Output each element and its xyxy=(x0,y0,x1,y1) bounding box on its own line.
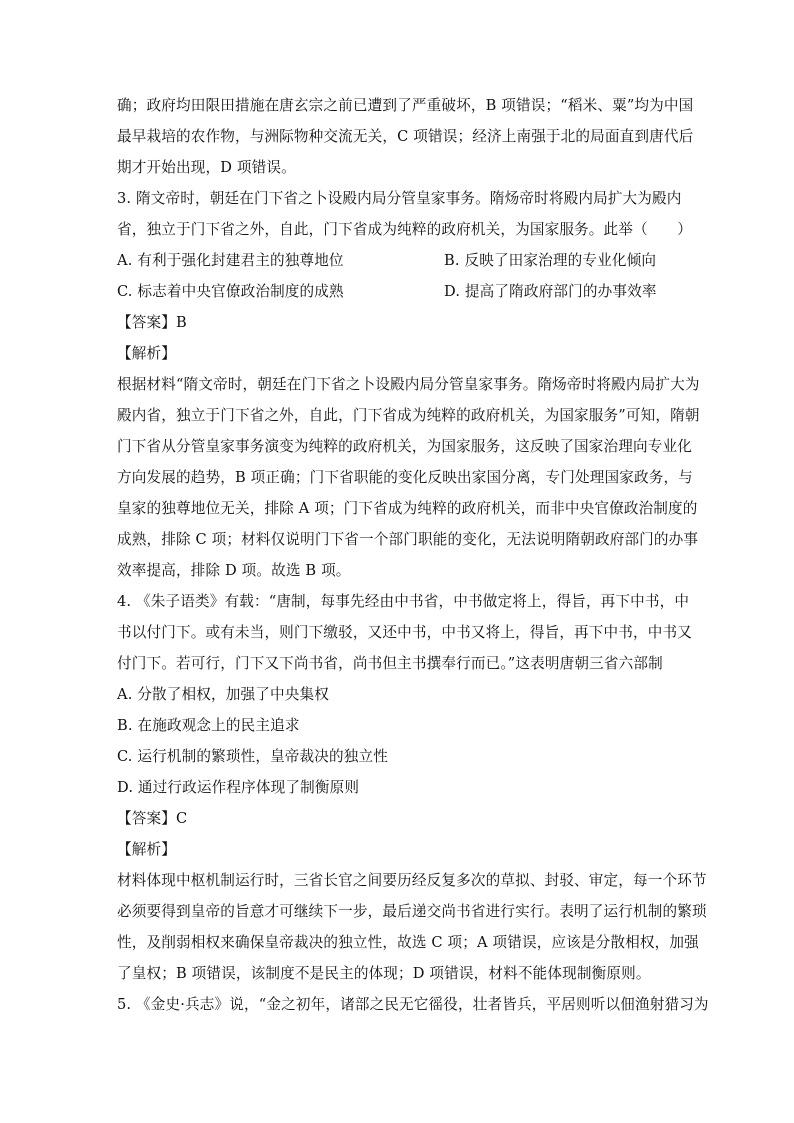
text-line: 期才开始出现，D 项错误。 xyxy=(117,159,296,176)
option-c: C. 运行机制的繁琐性，皇帝裁决的独立性 xyxy=(117,748,389,765)
option-a: A. 有利于强化封建君主的独尊地位 xyxy=(117,252,344,269)
option-d: D. 通过行政运作程序体现了制衡原则 xyxy=(117,779,360,796)
text-line: 确；政府均田限田措施在唐玄宗之前已遭到了严重破坏，B 项错误；“稻米、粟”均为中国 xyxy=(117,97,694,114)
text-line: 效率提高，排除 D 项。故选 B 项。 xyxy=(117,562,351,579)
text-line: 了皇权；B 项错误，该制度不是民主的体现；D 项错误，材料不能体现制衡原则。 xyxy=(117,965,651,982)
text-line: 材料体现中枢机制运行时，三省长官之间要历经反复多次的草拟、封驳、审定，每一个环节 xyxy=(117,872,707,889)
text-line: 性，及削弱相权来确保皇帝裁决的独立性，故选 C 项；A 项错误，应该是分散相权，加强 xyxy=(117,934,699,951)
text-line: 根据材料“隋文帝时，朝廷在门下省之卜设殿内局分管皇家事务。隋炀帝时将殿内局扩大为 xyxy=(117,376,700,393)
answer-label: 【答案】C xyxy=(117,810,188,827)
question-4-stem: 4. 《朱子语类》有载：“唐制，每事先经由中书省，中书做定将上，得旨，再下中书，中 xyxy=(117,593,690,610)
option-b: B. 反映了田家治理的专业化倾向 xyxy=(444,252,657,269)
text-line: 殿内省，独立于门下省之外，自此，门下省成为纯粹的政府机关，为国家服务”可知，隋朝 xyxy=(117,407,700,424)
analysis-label: 【解析】 xyxy=(117,345,176,362)
analysis-label: 【解析】 xyxy=(117,841,176,858)
text-line: 成熟，排除 C 项；材料仅说明门下省一个部门职能的变化，无法说明隋朝政府部门的办事 xyxy=(117,531,699,548)
answer-label: 【答案】B xyxy=(117,314,187,331)
option-a: A. 分散了相权，加强了中央集权 xyxy=(117,686,329,703)
option-d: D. 提高了隋政府部门的办事效率 xyxy=(444,283,657,300)
text-line: 皇家的独尊地位无关，排除 A 项；门下省成为纯粹的政府机关，而非中央官僚政治制度的 xyxy=(117,500,698,517)
text-line: 最早栽培的农作物，与洲际物种交流无关，C 项错误；经济上南强于北的局面直到唐代后 xyxy=(117,128,694,145)
text-line: 门下省从分管皇家事务演变为纯粹的政府机关，为国家服务，这反映了国家治理向专业化 xyxy=(117,438,693,455)
question-3-stem: 省，独立于门下省之外，自此，门下省成为纯粹的政府机关，为国家服务。此举（ ） xyxy=(117,221,693,238)
question-4-stem: 书以付门下。或有未当，则门下缴驳，又还中书，中书又将上，得旨，再下中书，中书又 xyxy=(117,624,693,641)
text-line: 必须要得到皇帝的旨意才可继续下一步，最后递交尚书省进行实行。表明了运行机制的繁琐 xyxy=(117,903,707,920)
option-b: B. 在施政观念上的民主追求 xyxy=(117,717,300,734)
option-c: C. 标志着中央官僚政治制度的成熟 xyxy=(117,283,344,300)
question-5-stem: 5. 《金史·兵志》说，“金之初年，诸部之民无它徭役，壮者皆兵，平居则听以佃渔射猎习为 xyxy=(117,996,709,1013)
text-line: 方向发展的趋势，B 项正确；门下省职能的变化反映出家国分离，专门处理国家政务，与 xyxy=(117,469,693,486)
question-3-stem: 3. 隋文帝时，朝廷在门下省之卜设殿内局分管皇家事务。隋炀帝时将殿内局扩大为殿内 xyxy=(117,190,682,207)
question-4-stem: 付门下。若可行，门下又下尚书省，尚书但主书撰奉行而已。”这表明唐朝三省六部制 xyxy=(117,655,663,672)
